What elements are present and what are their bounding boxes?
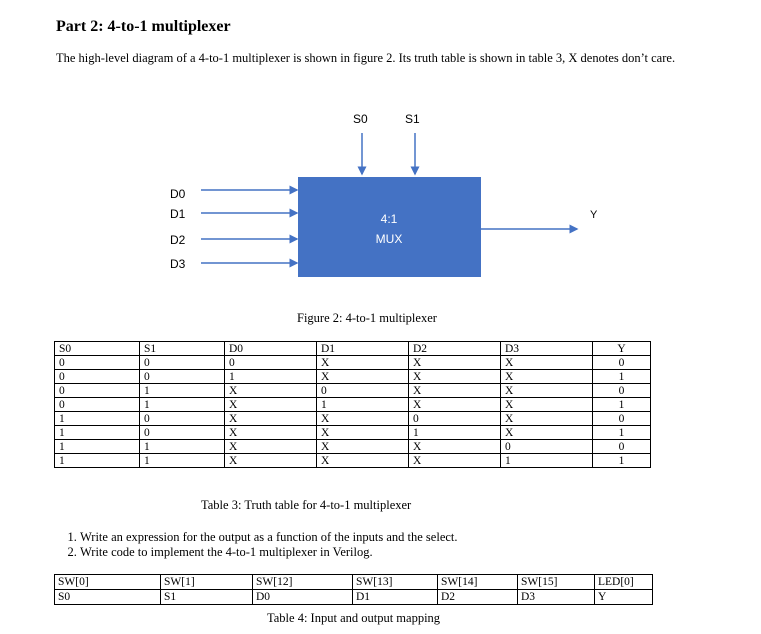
truth-table-cell: 1	[140, 398, 225, 412]
truth-table-cell: 1	[55, 440, 140, 454]
question-item: 1. Write an expression for the output as a function of the inputs and the select.	[80, 530, 458, 545]
truth-table-cell: X	[409, 384, 501, 398]
truth-table-cell: 0	[55, 384, 140, 398]
section-heading: Part 2: 4-to-1 multiplexer	[56, 18, 231, 35]
mapping-table-cell: D0	[253, 590, 353, 605]
truth-table-cell: X	[409, 356, 501, 370]
truth-table-cell: 1	[140, 384, 225, 398]
truth-table-cell: X	[225, 412, 317, 426]
truth-table-cell: 1	[593, 426, 651, 440]
mapping-table-cell: LED[0]	[595, 575, 653, 590]
truth-table-cell: X	[409, 440, 501, 454]
mapping-table-row	[55, 575, 653, 590]
truth-table	[54, 341, 651, 468]
truth-table-row	[55, 440, 651, 454]
truth-table-cell: X	[501, 370, 593, 384]
mapping-table-cell: S1	[161, 590, 253, 605]
truth-table-cell: X	[225, 426, 317, 440]
question-list	[62, 530, 458, 560]
truth-table-cell: X	[317, 454, 409, 468]
truth-table-row	[55, 454, 651, 468]
truth-table-row	[55, 356, 651, 370]
truth-table-header-row	[55, 342, 651, 356]
truth-table-row	[55, 370, 651, 384]
truth-table-cell: D0	[225, 342, 317, 356]
mapping-table-cell: SW[0]	[55, 575, 161, 590]
mapping-table-cell: SW[1]	[161, 575, 253, 590]
mapping-table-row	[55, 590, 653, 605]
input-label-d2: D2	[170, 233, 186, 247]
output-label-y: Y	[590, 209, 598, 221]
truth-table-cell: X	[225, 440, 317, 454]
truth-table-cell: 0	[593, 412, 651, 426]
input-label-d3: D3	[170, 257, 186, 271]
truth-table-cell: 1	[593, 454, 651, 468]
truth-table-cell: 0	[593, 440, 651, 454]
question-item: 2. Write code to implement the 4-to-1 multiplexer in Verilog.	[80, 545, 458, 560]
truth-table-cell: 0	[501, 440, 593, 454]
truth-table-cell: 0	[55, 370, 140, 384]
truth-table-cell: 0	[593, 356, 651, 370]
truth-table-cell: X	[317, 426, 409, 440]
mapping-table-cell: D2	[438, 590, 518, 605]
truth-table-cell: D3	[501, 342, 593, 356]
truth-table-cell: 0	[317, 384, 409, 398]
truth-table-cell: S1	[140, 342, 225, 356]
mapping-table-cell: SW[14]	[438, 575, 518, 590]
table3-caption: Table 3: Truth table for 4-to-1 multiplexer	[201, 498, 412, 512]
truth-table-row	[55, 398, 651, 412]
mapping-table-cell: D3	[518, 590, 595, 605]
truth-table-cell: S0	[55, 342, 140, 356]
truth-table-row	[55, 384, 651, 398]
intro-paragraph: The high-level diagram of a 4-to-1 multiplexer is shown in figure 2. Its truth table is shown in table 3, X denotes don’t care.	[56, 51, 676, 65]
truth-table-cell: X	[409, 370, 501, 384]
truth-table-cell: X	[225, 398, 317, 412]
figure-caption: Figure 2: 4-to-1 multiplexer	[297, 311, 437, 325]
truth-table-cell: X	[409, 398, 501, 412]
truth-table-cell: X	[317, 356, 409, 370]
truth-table-cell: 0	[140, 426, 225, 440]
truth-table-cell: X	[317, 440, 409, 454]
truth-table-cell: X	[501, 356, 593, 370]
truth-table-cell: 1	[55, 454, 140, 468]
table4-caption: Table 4: Input and output mapping	[267, 611, 441, 625]
truth-table-cell: X	[225, 384, 317, 398]
truth-table-cell: 1	[55, 412, 140, 426]
truth-table-cell: 0	[409, 412, 501, 426]
mapping-table	[54, 574, 653, 605]
truth-table-cell: Y	[593, 342, 651, 356]
truth-table-cell: 0	[593, 384, 651, 398]
mux-box-label-ratio: 4:1	[380, 212, 398, 226]
truth-table-cell: 1	[225, 370, 317, 384]
truth-table-cell: 1	[501, 454, 593, 468]
truth-table-cell: 0	[140, 356, 225, 370]
select-label-s1: S1	[405, 112, 420, 126]
truth-table-cell: 1	[593, 398, 651, 412]
truth-table-cell: 1	[317, 398, 409, 412]
truth-table-cell: D2	[409, 342, 501, 356]
mapping-table-cell: S0	[55, 590, 161, 605]
truth-table-cell: X	[501, 384, 593, 398]
truth-table-row	[55, 412, 651, 426]
mux-box-label-mux: MUX	[375, 232, 403, 246]
truth-table-cell: 1	[140, 454, 225, 468]
select-label-s0: S0	[353, 112, 368, 126]
mapping-table-cell: D1	[353, 590, 438, 605]
truth-table-cell: D1	[317, 342, 409, 356]
truth-table-cell: 1	[55, 426, 140, 440]
truth-table-cell: 0	[225, 356, 317, 370]
truth-table-cell: X	[317, 412, 409, 426]
mapping-table-cell: SW[15]	[518, 575, 595, 590]
truth-table-cell: 1	[409, 426, 501, 440]
truth-table-cell: X	[225, 454, 317, 468]
mapping-table-cell: Y	[595, 590, 653, 605]
truth-table-cell: 1	[140, 440, 225, 454]
truth-table-cell: 0	[140, 370, 225, 384]
truth-table-cell: 0	[55, 398, 140, 412]
truth-table-cell: 1	[593, 370, 651, 384]
truth-table-cell: 0	[140, 412, 225, 426]
input-label-d0: D0	[170, 187, 186, 201]
input-label-d1: D1	[170, 207, 186, 221]
mapping-table-cell: SW[13]	[353, 575, 438, 590]
truth-table-cell: X	[501, 398, 593, 412]
truth-table-row	[55, 426, 651, 440]
truth-table-cell: X	[501, 412, 593, 426]
truth-table-cell: 0	[55, 356, 140, 370]
truth-table-cell: X	[317, 370, 409, 384]
mux-box	[298, 177, 481, 277]
truth-table-cell: X	[409, 454, 501, 468]
mapping-table-cell: SW[12]	[253, 575, 353, 590]
truth-table-cell: X	[501, 426, 593, 440]
